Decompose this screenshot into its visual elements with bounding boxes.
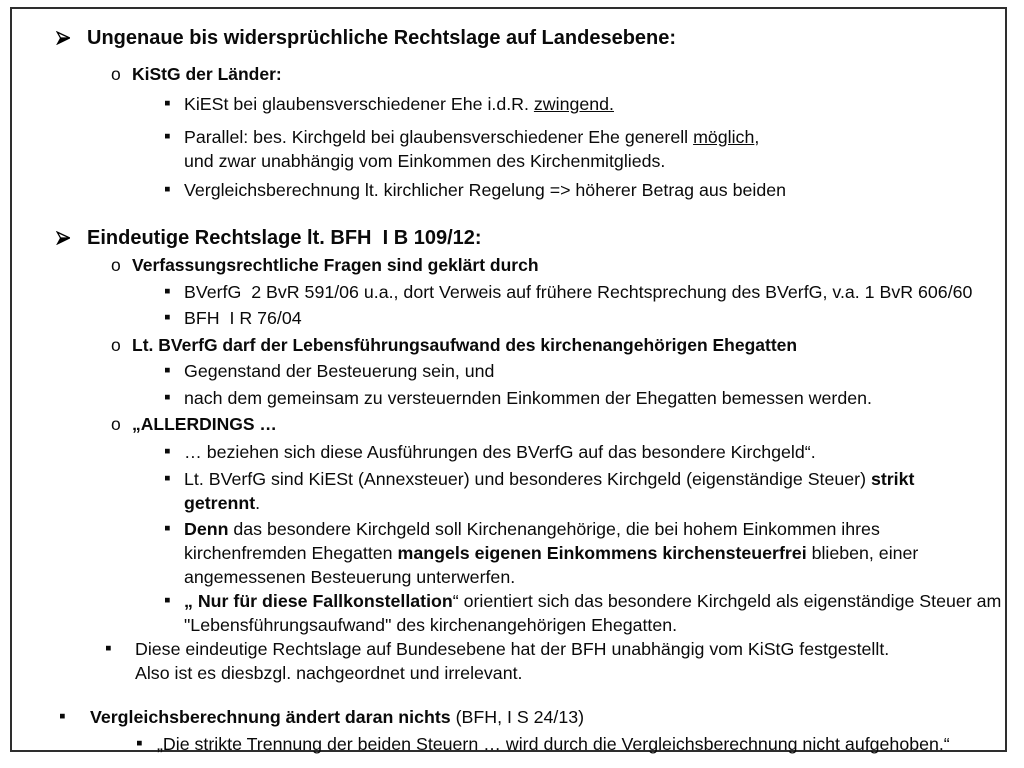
list-item-text (184, 440, 1005, 464)
list-item (12, 705, 1005, 729)
list-item-text (135, 637, 1005, 685)
list-item (12, 589, 1005, 637)
square-bullet-icon: ▪ (164, 360, 171, 381)
list-item-text (132, 412, 1005, 437)
list-item (12, 333, 1005, 358)
square-bullet-icon: ▪ (164, 590, 171, 611)
square-bullet-icon: ▪ (164, 281, 171, 302)
text-line: nach dem gemeinsam zu versteuernden Einkommen der Ehegatten bemessen werden. (184, 388, 872, 408)
text-line: „ALLERDINGS … (132, 414, 277, 434)
text-line: Lt. BVerfG darf der Lebensführungsaufwand des kirchenangehörigen Ehegatten (132, 335, 798, 355)
text-line: KiStG der Länder: (132, 64, 282, 84)
text-line: und zwar unabhängig vom Einkommen des Kirchenmitglieds. (184, 151, 666, 171)
text-line: Lt. BVerfG sind KiESt (Annexsteuer) und besonderes Kirchgeld (eigenständige Steuer) strikt (184, 469, 915, 489)
square-bullet-icon: ▪ (164, 307, 171, 328)
square-bullet-icon: ▪ (164, 179, 171, 200)
list-item (12, 25, 1005, 51)
list-item (12, 62, 1005, 87)
list-item (12, 440, 1005, 464)
text-line: angemessenen Besteuerung unterwerfen. (184, 567, 516, 587)
list-item (12, 732, 1005, 756)
list-item (12, 225, 1005, 251)
list-item (12, 253, 1005, 278)
arrowhead-bullet-icon (56, 31, 71, 45)
list-item-text (184, 386, 1005, 410)
text-line: Ungenaue bis widersprüchliche Rechtslage auf Landesebene: (87, 27, 677, 49)
text-line: „ Nur für diese Fallkonstellation“ orientiert sich das besondere Kirchgeld als eigenständige Steuer am (184, 591, 1002, 611)
text-line: BFH I R 76/04 (184, 308, 302, 328)
list-item (12, 637, 1005, 685)
list-item-text (184, 178, 1005, 202)
circle-bullet-icon: o (111, 414, 121, 434)
circle-bullet-icon: o (111, 335, 121, 355)
text-line: Parallel: bes. Kirchgeld bei glaubensverschiedener Ehe generell möglich, (184, 127, 760, 147)
list-item (12, 359, 1005, 383)
text-line: Vergleichsberechnung ändert daran nichts (BFH, I S 24/13) (90, 707, 585, 727)
list-item-text (132, 253, 1005, 278)
square-bullet-icon: ▪ (164, 387, 171, 408)
square-bullet-icon: ▪ (164, 93, 171, 114)
text-line: "Lebensführungsaufwand" des kirchenangehörigen Ehegatten. (184, 615, 678, 635)
list-item-text (184, 280, 1005, 304)
list-item (12, 412, 1005, 437)
circle-bullet-icon: o (111, 64, 121, 84)
list-item (12, 280, 1005, 304)
list-item-text (87, 225, 1005, 251)
list-item (12, 467, 1005, 515)
text-line: KiESt bei glaubensverschiedener Ehe i.d.R. zwingend. (184, 94, 614, 114)
list-item-text (157, 732, 1005, 756)
list-item-text (184, 359, 1005, 383)
circle-bullet-icon: o (111, 255, 121, 275)
list-item (12, 386, 1005, 410)
list-item-text (90, 705, 1005, 729)
text-line: Verfassungsrechtliche Fragen sind geklärt durch (132, 255, 539, 275)
list-item (12, 306, 1005, 330)
list-item (12, 517, 1005, 589)
list-item-text (87, 25, 1005, 51)
list-item (12, 125, 1005, 173)
square-bullet-icon: ▪ (164, 468, 171, 489)
list-item-text (184, 306, 1005, 330)
text-line: kirchenfremden Ehegatten mangels eigenen Einkommens kirchensteuerfrei blieben, einer (184, 543, 919, 563)
text-line: Denn das besondere Kirchgeld soll Kirchenangehörige, die bei hohem Einkommen ihres (184, 519, 880, 539)
list-item (12, 92, 1005, 116)
text-line: Gegenstand der Besteuerung sein, und (184, 361, 495, 381)
list-item-text (132, 62, 1005, 87)
list-item-text (184, 467, 1005, 515)
square-bullet-icon: ▪ (164, 441, 171, 462)
square-bullet-icon: ▪ (164, 126, 171, 147)
list-item-text (132, 333, 1005, 358)
text-line: … beziehen sich diese Ausführungen des BVerfG auf das besondere Kirchgeld“. (184, 442, 816, 462)
text-line: „Die strikte Trennung der beiden Steuern … wird durch die Vergleichsberechnung nicht aufgehoben.“ (157, 734, 950, 754)
list-item-text (184, 92, 1005, 116)
list-item-text (184, 125, 1005, 173)
arrowhead-bullet-icon (56, 231, 71, 245)
text-line: Eindeutige Rechtslage lt. BFH I B 109/12: (87, 227, 482, 249)
square-bullet-icon: ▪ (136, 733, 143, 754)
list-item (12, 178, 1005, 202)
text-line: Diese eindeutige Rechtslage auf Bundesebene hat der BFH unabhängig vom KiStG festgestellt. (135, 639, 890, 659)
text-line: Vergleichsberechnung lt. kirchlicher Regelung => höherer Betrag aus beiden (184, 180, 786, 200)
list-item-text (184, 517, 1005, 589)
square-bullet-icon: ▪ (105, 638, 112, 659)
square-bullet-icon: ▪ (164, 518, 171, 539)
list-item-text (184, 589, 1005, 637)
text-line: BVerfG 2 BvR 591/06 u.a., dort Verweis auf frühere Rechtsprechung des BVerfG, v.a. 1 BvR 606/60 (184, 282, 973, 302)
text-line: getrennt. (184, 493, 261, 513)
text-line: Also ist es diesbzgl. nachgeordnet und irrelevant. (135, 663, 523, 683)
slide (10, 7, 1007, 752)
square-bullet-icon: ▪ (59, 706, 66, 727)
